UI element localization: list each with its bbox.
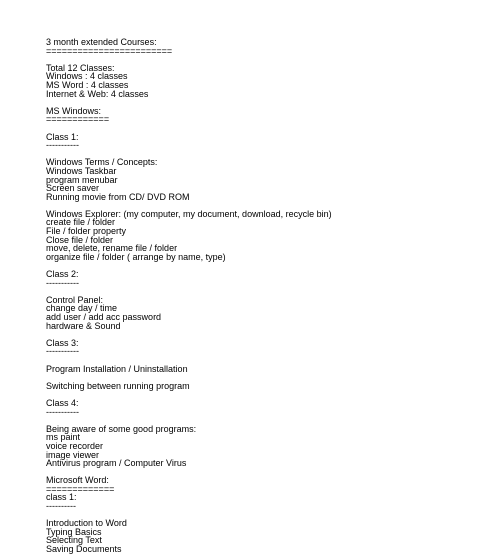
text-line: 3 month extended Courses: bbox=[46, 37, 157, 47]
text-line: ======================== bbox=[46, 45, 173, 56]
text-line: change day / time bbox=[46, 303, 118, 314]
blank-line bbox=[46, 511, 486, 520]
text-line: Internet & Web: 4 classes bbox=[46, 88, 149, 99]
text-line: Class 2: bbox=[46, 269, 79, 280]
text-line: MS Windows: bbox=[46, 105, 102, 116]
blank-line bbox=[46, 98, 486, 107]
text-line: Running movie from CD/ DVD ROM bbox=[46, 191, 190, 202]
text-line: ============= bbox=[46, 483, 115, 494]
text-line: Class 3: bbox=[46, 337, 79, 348]
text-line: hardware & Sound bbox=[46, 320, 121, 331]
text-line: ms paint bbox=[46, 432, 81, 443]
text-line: voice recorder bbox=[46, 440, 104, 451]
text-line: Saving Documents bbox=[46, 544, 122, 554]
text-line: Microsoft Word: bbox=[46, 475, 109, 486]
text-line: Antivirus program / Computer Virus bbox=[46, 458, 187, 469]
text-line: Introduction to Word bbox=[46, 518, 127, 529]
text-line: ============ bbox=[46, 114, 110, 125]
text-line: organize file / folder ( arrange by name, type) bbox=[46, 251, 226, 262]
text-line: ---------- bbox=[46, 501, 76, 512]
text-line: create file / folder bbox=[46, 217, 116, 228]
text-line: program menubar bbox=[46, 174, 118, 185]
text-line: Program Installation / Uninstallation bbox=[46, 363, 188, 374]
text-line: Windows Terms / Concepts: bbox=[46, 157, 158, 168]
text-line: Total 12 Classes: bbox=[46, 62, 115, 73]
text-line: ----------- bbox=[46, 406, 79, 417]
text-line: Class 4: bbox=[46, 397, 79, 408]
text-line: Screen saver bbox=[46, 183, 100, 194]
text-line: Selecting Text bbox=[46, 535, 102, 546]
text-line: Switching between running program bbox=[46, 380, 190, 391]
text-line: ----------- bbox=[46, 277, 79, 288]
blank-line bbox=[46, 261, 486, 270]
blank-line bbox=[46, 124, 486, 133]
text-line: Control Panel: bbox=[46, 294, 104, 305]
text-line: class 1: bbox=[46, 492, 77, 503]
text-line: Windows Explorer: (my computer, my document, download, recycle bin) bbox=[46, 208, 332, 219]
text-line: ----------- bbox=[46, 140, 79, 151]
blank-line bbox=[46, 468, 486, 477]
text-line: Windows : 4 classes bbox=[46, 71, 128, 82]
text-line: ----------- bbox=[46, 346, 79, 357]
text-line: Being aware of some good programs: bbox=[46, 423, 197, 434]
text-line: File / folder property bbox=[46, 226, 127, 237]
text-line: add user / add acc password bbox=[46, 312, 162, 322]
text-line: MS Word : 4 classes bbox=[46, 79, 129, 90]
blank-line bbox=[46, 330, 486, 339]
blank-line bbox=[46, 390, 486, 399]
text-line: Typing Basics bbox=[46, 526, 102, 537]
text-line: Close file / folder bbox=[46, 234, 114, 245]
text-line: Windows Taskbar bbox=[46, 165, 117, 176]
text-line: image viewer bbox=[46, 449, 100, 460]
text-line: Class 1: bbox=[46, 131, 79, 142]
course-outline-document bbox=[46, 38, 486, 554]
text-line: move, delete, rename file / folder bbox=[46, 243, 178, 254]
blank-line bbox=[46, 287, 486, 296]
